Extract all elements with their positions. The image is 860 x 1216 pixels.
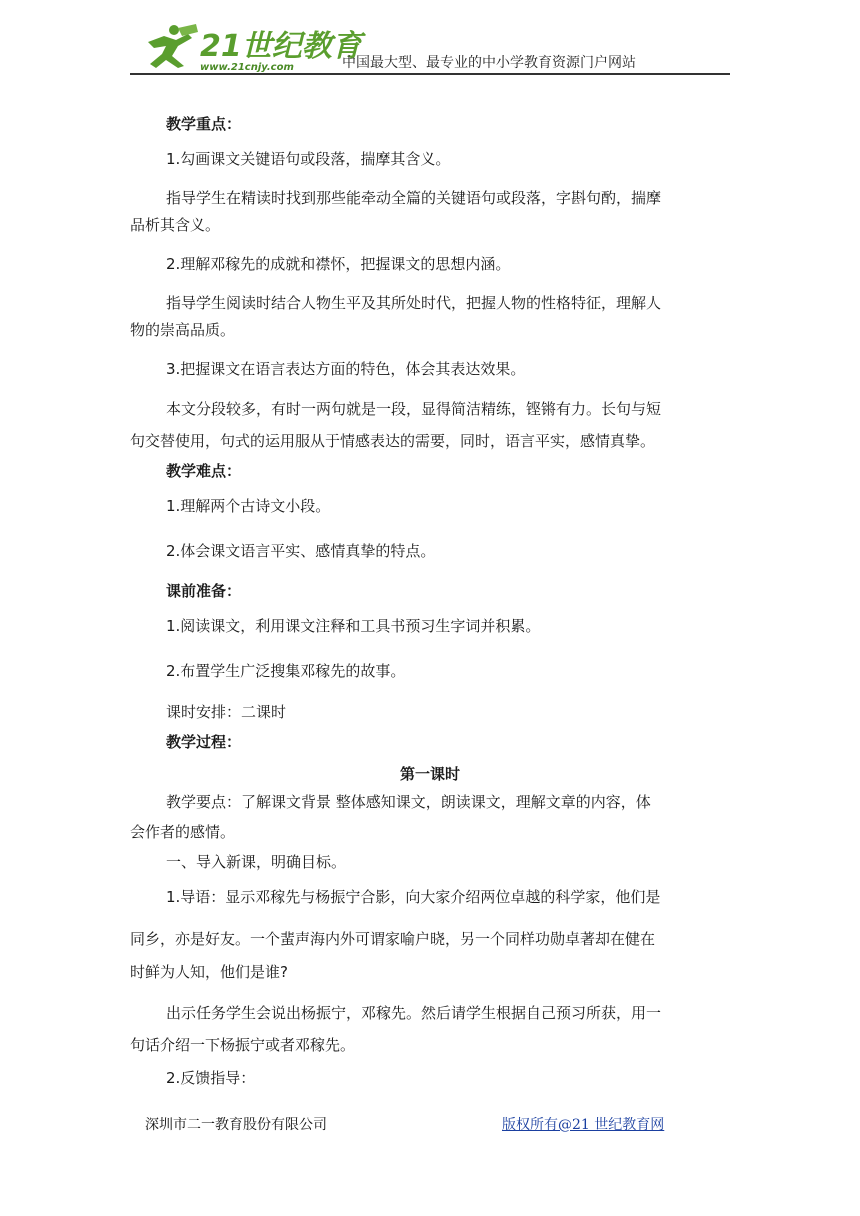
- copyright-link[interactable]: 版权所有@21 世纪教育网: [502, 1117, 665, 1133]
- paragraph-line: 2.体会课文语言平实、感情真挚的特点。: [166, 542, 436, 560]
- site-logo: [134, 22, 362, 73]
- paragraph-line: 同乡，亦是好友。一个蜚声海内外可谓家喻户晓，另一个同样功勋卓著却在健在: [130, 930, 656, 948]
- logo-wordmark: 21世纪教育: [200, 29, 362, 64]
- paragraph-line: 2.布置学生广泛搜集邓稼先的故事。: [166, 662, 406, 680]
- paragraph-line: 1.勾画课文关键语句或段落，揣摩其含义。: [166, 150, 451, 168]
- paragraph-line: 品析其含义。: [130, 216, 221, 234]
- section-heading: 教学过程：: [166, 733, 242, 751]
- logo-url: www.21cnjy.com: [200, 62, 294, 73]
- paragraph-line: 出示任务学生会说出杨振宁，邓稼先。然后请学生根据自己预习所获，用一: [166, 1004, 662, 1022]
- paragraph-line: 1.理解两个古诗文小段。: [166, 497, 331, 515]
- paragraph-line: 会作者的感情。: [130, 823, 236, 841]
- paragraph-line: 一、导入新课，明确目标。: [166, 853, 347, 871]
- paragraph-line: 物的崇高品质。: [130, 321, 236, 339]
- section-heading: 课前准备：: [166, 582, 242, 600]
- paragraph-line: 教学要点：了解课文背景 整体感知课文，朗读课文，理解文章的内容，体: [166, 793, 651, 811]
- header-divider: [130, 73, 730, 75]
- paragraph-line: 指导学生阅读时结合人物生平及其所处时代，把握人物的性格特征，理解人: [166, 294, 662, 312]
- footer-company: 深圳市二一教育股份有限公司: [145, 1117, 327, 1133]
- paragraph-line: 本文分段较多，有时一两句就是一段，显得简洁精练，铿锵有力。长句与短: [166, 400, 662, 418]
- lesson-title: 第一课时: [399, 765, 460, 783]
- paragraph-line: 句交替使用，句式的运用服从于情感表达的需要，同时，语言平实，感情真挚。: [130, 432, 656, 450]
- paragraph-line: 1.导语：显示邓稼先与杨振宁合影，向大家介绍两位卓越的科学家，他们是: [166, 888, 661, 906]
- site-tagline: 中国最大型、最专业的中小学教育资源门户网站: [342, 55, 636, 71]
- section-heading: 教学难点：: [166, 462, 242, 480]
- runner-icon: [148, 24, 198, 68]
- paragraph-line: 课时安排：二课时: [166, 703, 287, 721]
- paragraph-line: 指导学生在精读时找到那些能牵动全篇的关键语句或段落，字斟句酌，揣摩: [166, 189, 662, 207]
- paragraph-line: 3.把握课文在语言表达方面的特色，体会其表达效果。: [166, 360, 526, 378]
- section-heading: 教学重点：: [166, 115, 242, 133]
- page-header: [130, 18, 730, 76]
- paragraph-line: 2.反馈指导：: [166, 1069, 256, 1087]
- paragraph-line: 时鲜为人知，他们是谁?: [130, 963, 288, 981]
- paragraph-line: 1.阅读课文，利用课文注释和工具书预习生字词并积累。: [166, 617, 541, 635]
- paragraph-line: 2.理解邓稼先的成就和襟怀，把握课文的思想内涵。: [166, 255, 511, 273]
- paragraph-line: 句话介绍一下杨振宁或者邓稼先。: [130, 1036, 356, 1054]
